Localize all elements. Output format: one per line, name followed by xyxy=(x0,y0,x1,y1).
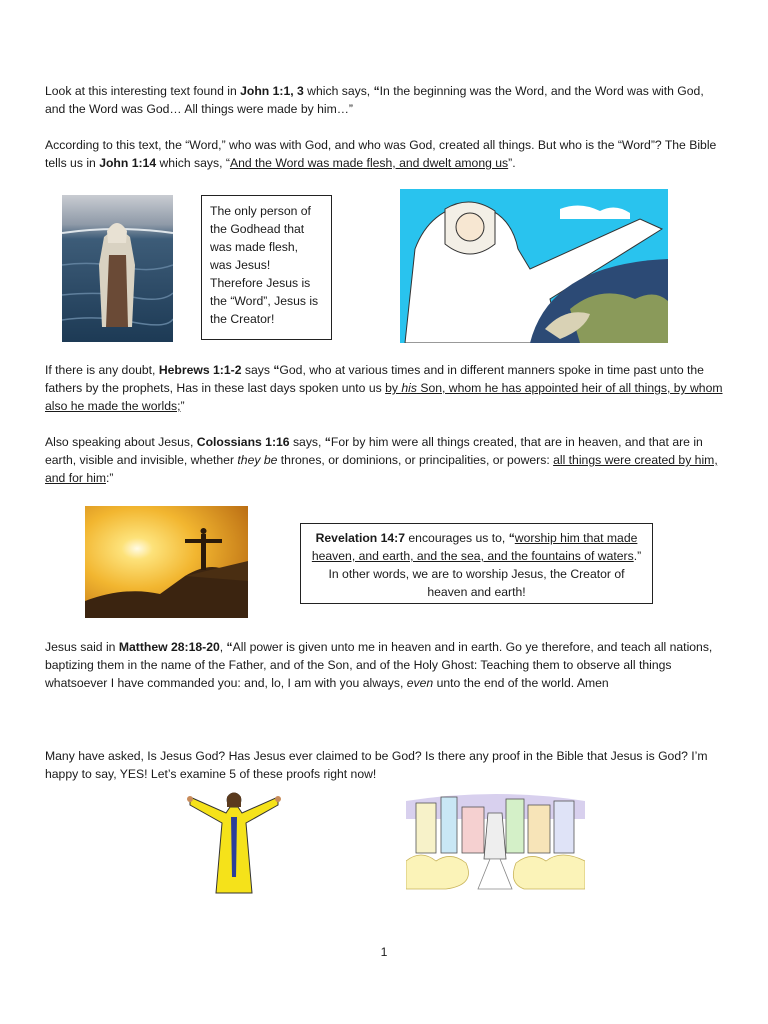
page-number: 1 xyxy=(380,945,388,959)
heavenly-city-image xyxy=(406,789,585,891)
verse-ref: Colossians 1:16 xyxy=(196,435,290,449)
verse-ref: Revelation 14:7 xyxy=(315,531,406,545)
paragraph-matthew-28: Jesus said in Matthew 28:18-20, “All power is given unto me in heaven and in earth. Go ye therefore, and teach all nations, baptizing them in the name of the Father, and of the Son, and of the Holy Ghost: Teaching them to observe all things whatsoever I have commanded you: and, lo, I am with you always, even unto the end of the world. Amen xyxy=(45,640,713,690)
callout-word-made-flesh: The only person of the Godhead that was made flesh, was Jesus! Therefore Jesus is the “Word”, Jesus is the Creator! xyxy=(201,195,332,340)
callout-revelation-14-7: Revelation 14:7 encourages us to, “worship him that made heaven, and earth, and the sea, and the fountains of waters.” In other words, we are to worship Jesus, the Creator of heaven and earth! xyxy=(300,523,653,604)
paragraph-colossians-1-16: Also speaking about Jesus, Colossians 1:16 says, “For by him were all things created, that are in heaven, and that are in earth, visible and invisible, whether they be thrones, or dominions, or principalities, or powers: all things were created by him, and for him:” xyxy=(45,435,718,485)
paragraph-is-jesus-god: Many have asked, Is Jesus God? Has Jesus ever claimed to be God? Is there any proof in the Bible that Jesus is God? I’m happy to say, YES! Let’s examine 5 of these proofs right now! xyxy=(45,749,708,781)
verse-ref: Matthew 28:18-20 xyxy=(118,640,220,654)
verse-ref: Hebrews 1:1-2 xyxy=(158,363,242,377)
paragraph-john-1-1: Look at this interesting text found in John 1:1, 3 which says, “In the beginning was the Word, and the Word was with God, and the Word was God… All things were made by him…” xyxy=(45,84,704,116)
jesus-creating-earth-image xyxy=(400,189,668,343)
paragraph-hebrews-1: If there is any doubt, Hebrews 1:1-2 says “God, who at various times and in different manners spoke in time past unto the fathers by the prophets, Has in these last days spoken unto us by his Son, whom he has appointed heir of all things, by whom also he made the worlds;” xyxy=(45,363,723,413)
verse-ref: John 1:14 xyxy=(99,156,157,170)
paragraph-john-1-14: According to this text, the “Word,” who was with God, and who was God, created all things. But who is the “Word”? The Bible tells us in John 1:14 which says, “And the Word was made flesh, and dwelt among us”. xyxy=(45,138,717,170)
jesus-on-water-image xyxy=(62,195,173,342)
sunset-statue-image xyxy=(85,506,248,618)
jesus-yellow-robe-image xyxy=(186,787,282,894)
verse-ref: John 1:1, 3 xyxy=(240,84,304,98)
